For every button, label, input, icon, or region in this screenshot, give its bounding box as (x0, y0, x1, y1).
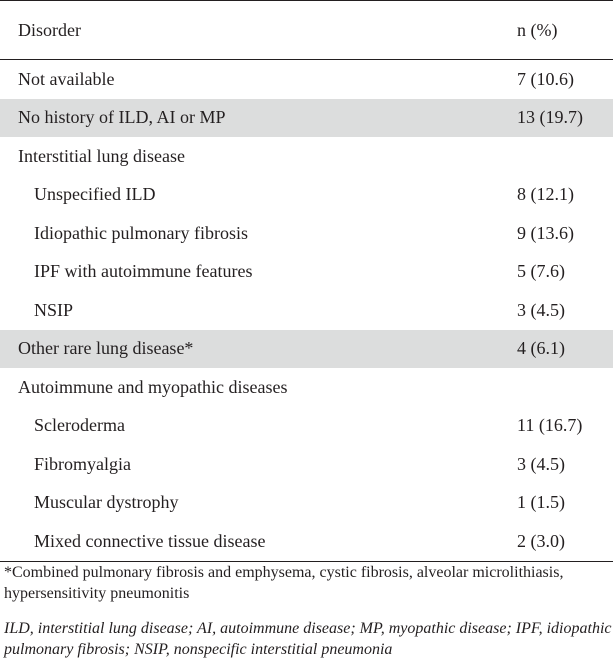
table-row (0, 330, 613, 369)
table-row (0, 60, 613, 99)
table-row (0, 214, 613, 253)
table-row (0, 407, 613, 446)
row-label: Muscular dystrophy (34, 492, 179, 513)
table-row (0, 99, 613, 138)
row-value: 3 (4.5) (517, 453, 565, 474)
abbreviations-note: ILD, interstitial lung disease; AI, autoimmune disease; MP, myopathic disease; IPF, idiopathic pulmonary fibrosis; NSIP, nonspecific interstitial pneumonia (4, 620, 612, 658)
row-label: Not available (18, 68, 115, 89)
table-row (0, 368, 613, 407)
table-row (0, 445, 613, 484)
table-row (0, 484, 613, 523)
header-n-percent: n (%) (517, 19, 558, 40)
table-header (0, 1, 613, 60)
row-label: NSIP (34, 299, 74, 320)
header-disorder: Disorder (18, 19, 81, 40)
row-label: IPF with autoimmune features (34, 261, 253, 282)
row-label: Interstitial lung disease (18, 145, 185, 166)
table-row (0, 137, 613, 176)
row-label: No history of ILD, AI or MP (18, 107, 226, 128)
row-value: 8 (12.1) (517, 184, 574, 205)
row-label: Fibromyalgia (34, 453, 131, 474)
row-label: Mixed connective tissue disease (34, 530, 266, 551)
row-value: 1 (1.5) (517, 492, 565, 513)
row-label: Autoimmune and myopathic diseases (18, 376, 288, 397)
row-value: 4 (6.1) (517, 338, 565, 359)
row-label: Idiopathic pulmonary fibrosis (34, 222, 248, 243)
row-value: 3 (4.5) (517, 299, 565, 320)
row-value: 5 (7.6) (517, 261, 565, 282)
row-value: 7 (10.6) (517, 68, 574, 89)
row-label: Unspecified ILD (34, 184, 156, 205)
row-value: 9 (13.6) (517, 222, 574, 243)
row-label: Scleroderma (34, 415, 125, 436)
table-row (0, 291, 613, 330)
row-value: 13 (19.7) (517, 107, 583, 128)
table-row (0, 176, 613, 215)
row-label: Other rare lung disease* (18, 338, 194, 359)
row-value: 11 (16.7) (517, 415, 583, 436)
table-footnote: *Combined pulmonary fibrosis and emphysema, cystic fibrosis, alveolar microlithiasis, hypersensitivity pneumonitis (4, 564, 564, 602)
table-row (0, 253, 613, 292)
row-value: 2 (3.0) (517, 530, 565, 551)
table-row (0, 522, 613, 562)
